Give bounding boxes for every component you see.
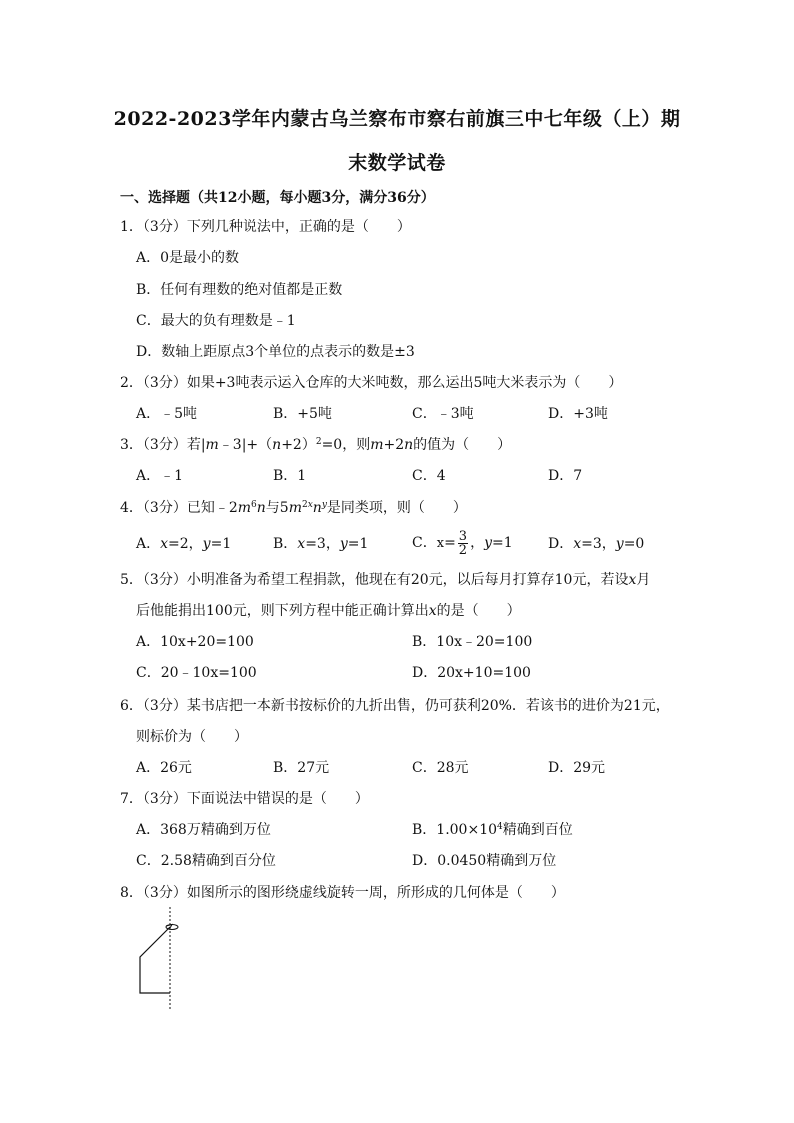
option-text: =3，: [581, 536, 616, 552]
variable-n: n: [404, 437, 414, 453]
variable-x: x: [428, 603, 437, 619]
question-5-stem-line2: [136, 601, 521, 621]
option-text: =: [444, 535, 456, 551]
question-5-stem-part: 月: [636, 572, 651, 588]
question-5-stem-part: 的是（ ）: [436, 603, 521, 619]
exam-title-line2: 末数学试卷: [348, 152, 446, 174]
question-3-option-b: B．1: [273, 468, 307, 484]
option-label: C．: [412, 535, 437, 551]
question-5-option-d: D．20x+10=100: [412, 665, 531, 681]
option-text: =0: [623, 536, 645, 552]
question-2-option-d: D．+3吨: [548, 406, 608, 422]
rotation-figure: [130, 905, 190, 1015]
option-text: =3，: [305, 536, 340, 552]
exponent: 6: [251, 500, 257, 510]
variable-y: y: [339, 536, 348, 552]
question-1-option-d: D．数轴上距原点3个单位的点表示的数是±3: [136, 344, 415, 360]
fraction-three-halves: [458, 530, 468, 557]
exponent: 2: [315, 437, 322, 447]
variable-m: m: [370, 437, 384, 453]
variable-m: m: [288, 500, 302, 516]
option-text: =2，: [168, 536, 203, 552]
question-6-option-a: A．26元: [136, 760, 192, 776]
question-3-stem-part: +2）: [281, 437, 316, 453]
question-4-stem: [120, 498, 467, 518]
question-7-stem: 7．（3分）下面说法中错误的是（ ）: [120, 791, 369, 807]
question-2-stem: 2．（3分）如果+3吨表示运入仓库的大米吨数，那么运出5吨大米表示为（ ）: [120, 375, 623, 391]
variable-y: y: [484, 535, 492, 551]
question-5-option-c: C．20﹣10x=100: [136, 665, 257, 681]
exponent: 4: [497, 822, 503, 832]
question-4-stem-part: 是同类项，则（ ）: [326, 500, 467, 516]
option-label: B．: [273, 536, 298, 552]
question-3-stem-part: ﹣3|+（: [218, 437, 273, 453]
question-3-stem-part: +2: [383, 437, 405, 453]
variable-m: m: [205, 437, 219, 453]
question-3-stem: [120, 435, 511, 455]
fraction-numerator: 3: [458, 528, 468, 544]
question-5-stem-line1: [120, 570, 650, 590]
question-5-stem-part: 5．（3分）小明准备为希望工程捐款，他现在有20元，以后每月打算存10元，若设: [120, 572, 629, 588]
question-2-option-a: A．﹣5吨: [136, 406, 198, 422]
variable-n: n: [256, 500, 266, 516]
exam-title-line1: 2022-2023学年内蒙古乌兰察布市察右前旗三中七年级（上）期: [113, 108, 681, 130]
question-2-option-c: C．﹣3吨: [412, 406, 474, 422]
option-label: A．: [136, 536, 161, 552]
option-text: ，: [470, 535, 485, 551]
option-text: =1: [347, 536, 369, 552]
question-7-option-a: A．368万精确到万位: [136, 822, 271, 838]
question-7-option-c: C．2.58精确到百分位: [136, 853, 276, 869]
question-7-option-d: D．0.0450精确到万位: [412, 853, 557, 869]
variable-y: y: [202, 536, 211, 552]
question-3-stem-part: =0，则: [321, 437, 371, 453]
option-text: =1: [492, 535, 513, 551]
question-4-option-b: [273, 534, 368, 554]
variable-x: x: [628, 572, 637, 588]
option-label: D．: [548, 536, 574, 552]
question-4-stem-part: 4．（3分）已知﹣2: [120, 500, 238, 516]
question-6-option-c: C．28元: [412, 760, 469, 776]
variable-x: x: [436, 536, 445, 551]
question-5-option-b: B．10x﹣20=100: [412, 634, 533, 650]
variable-x: x: [573, 536, 582, 552]
fraction-denominator: 2: [458, 542, 468, 558]
question-1-option-a: A．0是最小的数: [136, 250, 240, 266]
question-2-option-b: B．+5吨: [273, 406, 332, 422]
question-7-option-b: [412, 820, 573, 840]
figure-outline: [140, 927, 170, 993]
question-5-stem-part: 后他能捐出100元，则下列方程中能正确计算出: [136, 603, 429, 619]
question-5-option-a: A．10x+20=100: [136, 634, 254, 650]
variable-y: y: [615, 536, 624, 552]
variable-n: n: [312, 500, 322, 516]
question-6-stem-line1: 6．（3分）某书店把一本新书按标价的九折出售，仍可获利20%．若该书的进价为21元，: [120, 698, 670, 714]
exponent: 2: [301, 500, 308, 510]
question-3-option-c: C．4: [412, 468, 446, 484]
option-text: 精确到百位: [502, 822, 573, 838]
question-8-stem: 8．（3分）如图所示的图形绕虚线旋转一周，所形成的几何体是（ ）: [120, 885, 565, 901]
question-4-option-d: [548, 534, 644, 554]
question-1-option-c: C．最大的负有理数是﹣1: [136, 313, 296, 329]
question-4-stem-part: 与5: [265, 500, 289, 516]
question-4-option-c: [412, 526, 513, 561]
variable-m: m: [237, 500, 252, 516]
question-1-stem: 1．（3分）下列几种说法中，正确的是（ ）: [120, 219, 411, 235]
exponent-y: y: [321, 500, 327, 510]
section-heading: 一、选择题（共12小题，每小题3分，满分36分）: [120, 190, 435, 206]
option-text: =1: [210, 536, 232, 552]
exponent-x: x: [307, 500, 313, 510]
question-3-option-a: A．﹣1: [136, 468, 184, 484]
question-3-stem-part: 3．（3分）若|: [120, 437, 206, 453]
variable-n: n: [272, 437, 282, 453]
variable-x: x: [297, 536, 306, 552]
variable-x: x: [160, 536, 169, 552]
question-3-option-d: D．7: [548, 468, 583, 484]
option-text: B．1.00×10: [412, 822, 498, 838]
question-1-option-b: B．任何有理数的绝对值都是正数: [136, 282, 343, 298]
question-6-option-b: B．27元: [273, 760, 330, 776]
question-3-stem-part: 的值为（ ）: [413, 437, 512, 453]
question-6-stem-line2: 则标价为（ ）: [136, 729, 248, 745]
question-6-option-d: D．29元: [548, 760, 606, 776]
question-4-option-a: [136, 534, 231, 554]
